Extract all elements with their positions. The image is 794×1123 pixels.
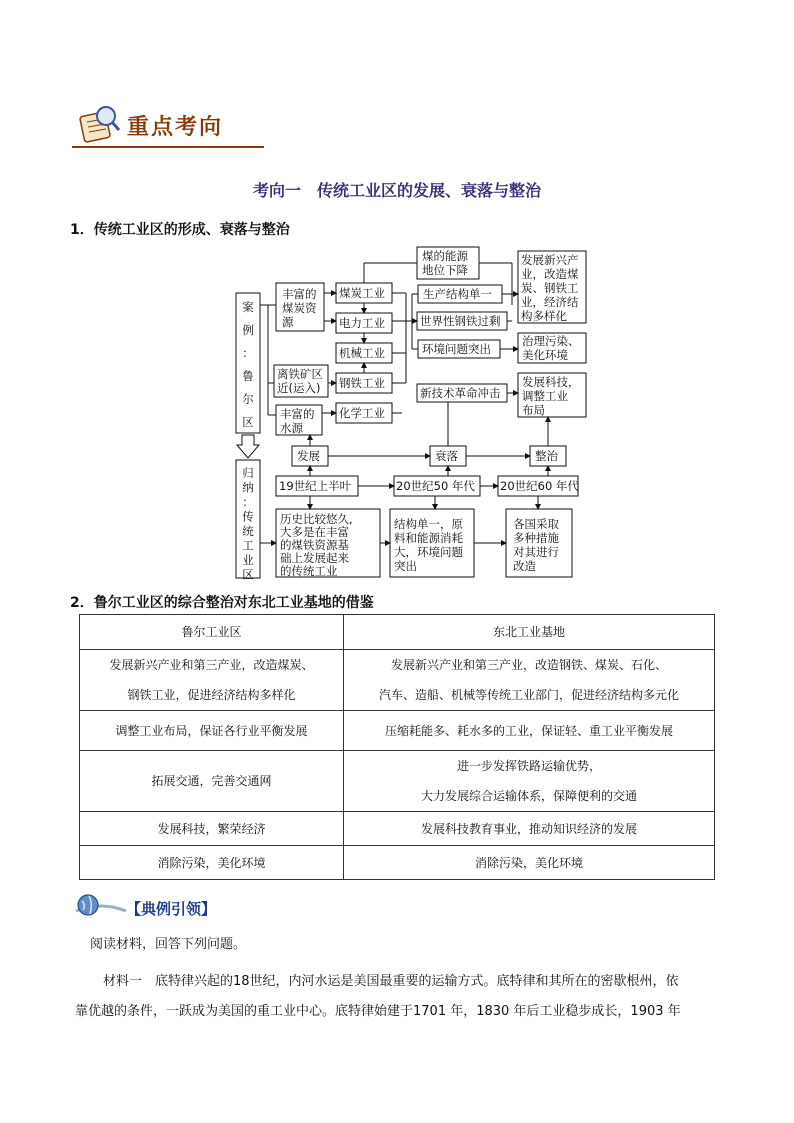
summary-decline-line-4: 突出 bbox=[394, 559, 417, 573]
summary-develop-line-5: 的传统工业 bbox=[280, 564, 338, 578]
summary-develop-line-4: 础上发展起来 bbox=[280, 551, 349, 565]
heading-2: 2．鲁尔工业区的综合整治对东北工业基地的借鉴 bbox=[70, 595, 374, 611]
stage-renovate: 整治 bbox=[535, 449, 558, 463]
stage-develop: 发展 bbox=[297, 449, 320, 463]
period-1950s: 20世纪50 年代 bbox=[396, 479, 475, 493]
cell-text: 调整工业布局，保证各行业平衡发展 bbox=[115, 723, 308, 738]
coal-resource-line-1: 丰富的 bbox=[282, 287, 317, 301]
globe-icon bbox=[74, 893, 128, 919]
industry-steel: 钢铁工业 bbox=[339, 376, 385, 390]
cell-text: 发展科技教育事业，推动知识经济的发展 bbox=[420, 821, 637, 836]
cause-environment: 环境问题突出 bbox=[422, 342, 491, 356]
summary-decline-line-2: 料和能源消耗 bbox=[394, 531, 463, 545]
cell-text: 进一步发挥铁路运输优势， bbox=[456, 759, 601, 773]
cell-text: 发展科技，繁荣经济 bbox=[157, 821, 266, 836]
cell-text: 大力发展综合运输体系，保障便利的交通 bbox=[420, 789, 637, 803]
iron-ore-line-2: 近(运入) bbox=[277, 381, 321, 395]
header-northeast: 东北工业基地 bbox=[344, 615, 715, 650]
cell-text: 消除污染，美化环境 bbox=[157, 855, 266, 870]
summary-label bbox=[242, 466, 254, 580]
summary-decline-line-1: 结构单一，原 bbox=[394, 517, 463, 531]
section-title: 重点考向 bbox=[127, 115, 224, 140]
heading-1: 1．传统工业区的形成、衰落与整治 bbox=[70, 222, 290, 238]
table-row bbox=[80, 812, 715, 846]
period-1960s: 20世纪60 年代 bbox=[500, 479, 579, 493]
industry-machinery: 机械工业 bbox=[339, 346, 385, 360]
summary-decline-line-3: 大，环境问题 bbox=[394, 545, 463, 559]
ruhr-flow-diagram bbox=[230, 245, 590, 580]
header-ruhr: 鲁尔工业区 bbox=[80, 615, 344, 650]
measure-env-line-2: 美化环境 bbox=[522, 348, 568, 362]
comparison-table bbox=[79, 614, 715, 880]
cell-text: 发展新兴产业和第三产业，改造钢铁、煤炭、石化、 bbox=[390, 658, 667, 672]
cause-energy-line-2: 地位下降 bbox=[422, 263, 468, 277]
measure-industry-line-5: 构多样化 bbox=[521, 309, 567, 323]
cell-text: 消除污染，美化环境 bbox=[474, 855, 583, 870]
water-line-2: 水源 bbox=[280, 421, 303, 435]
summary-renovate-line-2: 多种措施 bbox=[513, 531, 559, 545]
material-1-line-1: 材料一 底特律兴起的18世纪，内河水运是美国最重要的运输方式。底特律和其所在的密歇根州，依 bbox=[103, 974, 679, 989]
summary-renovate-line-4: 改造 bbox=[513, 559, 536, 573]
example-label: 【典例引领】 bbox=[126, 900, 217, 918]
industry-power: 电力工业 bbox=[339, 316, 385, 330]
measure-industry-line-3: 炭、钢铁工 bbox=[521, 281, 579, 295]
industry-coal: 煤炭工业 bbox=[339, 286, 385, 300]
cell-text: 压缩耗能多、耗水多的工业，保证轻、重工业平衡发展 bbox=[384, 723, 673, 738]
cause-steel-surplus: 世界性钢铁过剩 bbox=[420, 314, 501, 328]
table-row bbox=[80, 650, 715, 711]
cause-structure: 生产结构单一 bbox=[423, 287, 492, 301]
coal-resource-line-2: 煤炭资 bbox=[282, 301, 317, 315]
measure-industry-line-4: 业，经济结 bbox=[521, 295, 579, 309]
material-1-line-2: 靠优越的条件，一跃成为美国的重工业中心。底特律始建于1701 年，1830 年后工业稳步成长，1903 年 bbox=[75, 1004, 681, 1019]
stage-decline: 衰落 bbox=[435, 449, 458, 463]
summary-develop-line-2: 大多是在丰富 bbox=[280, 525, 349, 539]
summary-label-text: 归纳：传统工业区 bbox=[242, 466, 254, 580]
measure-tech-line-2: 调整工业 bbox=[522, 389, 568, 403]
measure-industry-line-2: 业，改造煤 bbox=[521, 267, 579, 281]
measure-tech-line-3: 布局 bbox=[522, 403, 545, 417]
coal-resource-line-3: 源 bbox=[282, 315, 294, 329]
cell-text: 发展新兴产业和第三产业，改造煤炭、 bbox=[109, 658, 314, 672]
cause-energy-line-1: 煤的能源 bbox=[422, 249, 468, 263]
measure-industry-line-1: 发展新兴产 bbox=[521, 253, 579, 267]
case-label bbox=[242, 300, 254, 429]
water-line-1: 丰富的 bbox=[280, 407, 315, 421]
industry-chemical: 化学工业 bbox=[339, 406, 385, 420]
table-header-row bbox=[80, 615, 715, 650]
measure-tech-line-1: 发展科技， bbox=[522, 375, 580, 389]
topic-title: 考向一 传统工业区的发展、衰落与整治 bbox=[252, 181, 541, 200]
summary-develop-line-1: 历史比较悠久, bbox=[280, 512, 353, 526]
measure-env-line-1: 治理污染、 bbox=[522, 334, 580, 348]
iron-ore-line-1: 离铁矿区 bbox=[277, 367, 323, 381]
cause-tech-revolution: 新技术革命冲击 bbox=[420, 386, 501, 400]
cell-text: 钢铁工业，促进经济结构多样化 bbox=[127, 688, 296, 702]
period-19th-century: 19世纪上半叶 bbox=[279, 479, 352, 493]
section-header-rule bbox=[72, 146, 264, 148]
cell-text: 拓展交通，完善交通网 bbox=[151, 774, 272, 788]
table-row bbox=[80, 751, 715, 812]
summary-develop-line-3: 的煤铁资源基 bbox=[280, 538, 349, 552]
table-row bbox=[80, 711, 715, 751]
summary-renovate-line-3: 对其进行 bbox=[513, 545, 559, 559]
table-row bbox=[80, 846, 715, 880]
case-label-text: 案例：鲁尔区 bbox=[242, 300, 254, 429]
example-intro: 阅读材料，回答下列问题。 bbox=[90, 937, 247, 952]
summary-renovate-line-1: 各国采取 bbox=[513, 517, 559, 531]
magnifier-notebook-icon bbox=[76, 102, 122, 148]
cell-text: 汽车、造船、机械等传统工业部门，促进经济结构多元化 bbox=[378, 688, 679, 702]
